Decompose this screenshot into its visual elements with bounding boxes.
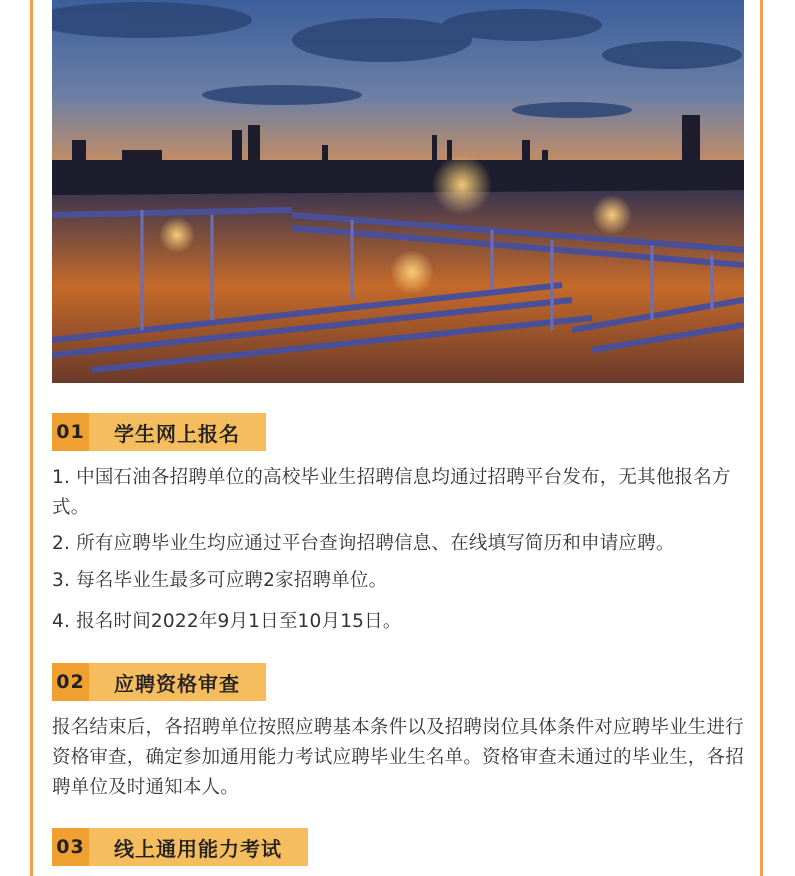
section-title: 应聘资格审查 [89,663,266,701]
section-header-01 [52,413,266,451]
hero-image-refinery [52,0,744,383]
section-body: 报名结束后，各招聘单位按照应聘基本条件以及招聘岗位具体条件对应聘毕业生进行资格审查，确定参加通用能力考试应聘毕业生名单。资格审查未通过的毕业生，各招聘单位及时通知本人。 [52,717,744,798]
section-number: 01 [52,413,89,451]
list-item: 3. 每名毕业生最多可应聘2家招聘单位。 [52,570,388,591]
list-item: 2. 所有应聘毕业生均应通过平台查询招聘信息、在线填写简历和申请应聘。 [52,533,675,554]
list-item: 4. 报名时间2022年9月1日至10月15日。 [52,611,402,632]
list-item: 1. 中国石油各招聘单位的高校毕业生招聘信息均通过招聘平台发布，无其他报名方式。 [52,467,731,518]
section-header-03 [52,828,308,866]
section-number: 02 [52,663,89,701]
section-header-02 [52,663,266,701]
section-number: 03 [52,828,89,866]
section-title: 线上通用能力考试 [89,828,308,866]
section-title: 学生网上报名 [89,413,266,451]
